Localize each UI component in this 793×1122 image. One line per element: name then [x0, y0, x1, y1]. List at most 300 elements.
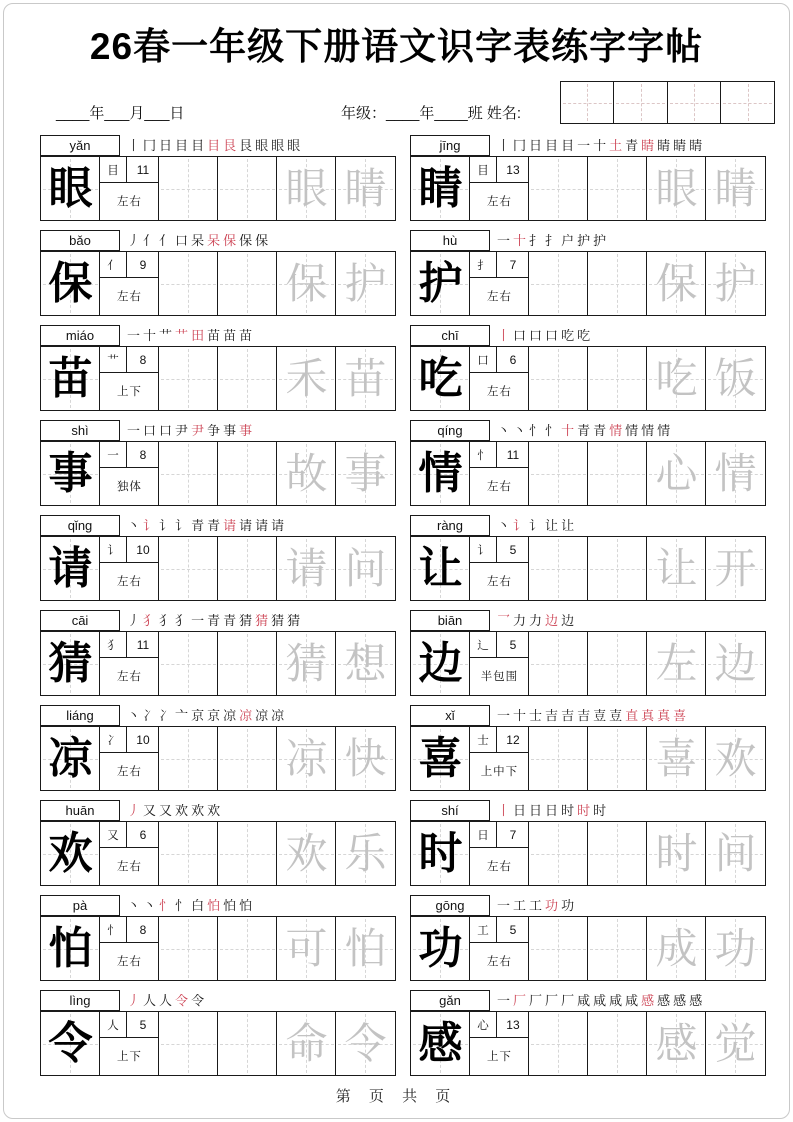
example-character: 护 — [344, 259, 387, 307]
main-character-cell — [40, 631, 101, 696]
example-word-cell — [705, 536, 766, 601]
character-entry — [410, 895, 771, 981]
stroke-glyph: 苗 — [239, 329, 253, 342]
stroke-glyph: 护 — [593, 234, 607, 247]
pinyin-label: jīng — [410, 135, 490, 156]
example-character: 喜 — [655, 734, 698, 782]
stroke-glyph: 睛 — [673, 139, 687, 152]
main-character-cell — [40, 536, 101, 601]
stroke-glyph: 猜 — [239, 614, 253, 627]
stroke-glyph: 白 — [191, 899, 205, 912]
pinyin-label: cāi — [40, 610, 120, 631]
stroke-order-row — [127, 804, 220, 817]
stroke-glyph: 讠 — [143, 519, 157, 532]
stroke-glyph: 亻 — [159, 234, 173, 247]
stroke-glyph: 人 — [159, 994, 173, 1007]
example-character: 凉 — [285, 734, 328, 782]
stroke-glyph: 一 — [577, 139, 591, 152]
radical-label: 辶 — [470, 632, 497, 657]
stroke-order-row — [127, 899, 252, 912]
example-character: 开 — [714, 544, 757, 592]
example-word-cell — [335, 726, 396, 791]
practice-cell-empty — [217, 536, 278, 601]
radical-label: 忄 — [100, 917, 127, 942]
stroke-glyph: 欢 — [175, 804, 189, 817]
example-character: 命 — [285, 1019, 328, 1067]
example-word-cell — [646, 156, 707, 221]
stroke-glyph: 一 — [497, 994, 511, 1007]
main-character-cell — [40, 1011, 101, 1076]
character-entry — [40, 230, 401, 316]
stroke-order-row — [497, 614, 574, 627]
practice-cell-empty — [217, 726, 278, 791]
info-cell — [469, 726, 530, 791]
stroke-glyph: 请 — [271, 519, 285, 532]
stroke-glyph: 事 — [239, 424, 253, 437]
example-character: 保 — [655, 259, 698, 307]
main-character-cell — [410, 726, 471, 791]
example-word-cell — [646, 726, 707, 791]
stroke-glyph: 功 — [561, 899, 575, 912]
structure-label: 左右 — [116, 291, 142, 303]
radical-label: 亻 — [100, 252, 127, 277]
example-word-cell — [335, 631, 396, 696]
structure-label: 左右 — [486, 956, 512, 968]
practice-cell-empty — [158, 821, 219, 886]
stroke-glyph: 咸 — [609, 994, 623, 1007]
stroke-glyph: 十 — [513, 709, 527, 722]
stroke-glyph: 尹 — [191, 424, 205, 437]
main-character: 保 — [48, 258, 93, 308]
example-word-cell — [646, 251, 707, 316]
structure-label: 左右 — [486, 576, 512, 588]
character-entry — [40, 990, 401, 1076]
structure-label: 左右 — [116, 766, 142, 778]
stroke-glyph: 请 — [223, 519, 237, 532]
example-character: 事 — [344, 449, 387, 497]
example-word-cell — [646, 631, 707, 696]
info-cell — [99, 536, 160, 601]
example-character: 饭 — [714, 354, 757, 402]
stroke-glyph: 亻 — [143, 234, 157, 247]
stroke-glyph: 丿 — [127, 234, 141, 247]
stroke-glyph: 咸 — [593, 994, 607, 1007]
radical-label: 工 — [470, 917, 497, 942]
practice-cell-empty — [217, 441, 278, 506]
stroke-glyph: 凉 — [223, 709, 237, 722]
radical-label: 又 — [100, 822, 127, 847]
stroke-glyph: 青 — [223, 614, 237, 627]
stroke-glyph: 人 — [143, 994, 157, 1007]
stroke-order-row — [497, 329, 590, 342]
main-character: 情 — [418, 448, 463, 498]
stroke-order-row — [497, 139, 702, 152]
stroke-order-row — [497, 899, 574, 912]
example-word-cell — [646, 1011, 707, 1076]
practice-cell-empty — [217, 251, 278, 316]
stroke-glyph: 忄 — [159, 899, 173, 912]
main-character: 护 — [418, 258, 463, 308]
character-entry — [410, 610, 771, 696]
main-character-cell — [410, 346, 471, 411]
main-character: 功 — [418, 923, 463, 973]
stroke-glyph: 喜 — [673, 709, 687, 722]
stroke-glyph: 忄 — [529, 424, 543, 437]
stroke-order-row — [127, 519, 284, 532]
stroke-glyph: 田 — [191, 329, 205, 342]
stroke-glyph: 情 — [609, 424, 623, 437]
example-character: 时 — [655, 829, 698, 877]
practice-cell-empty — [217, 631, 278, 696]
pinyin-label: liáng — [40, 705, 120, 726]
stroke-glyph: 日 — [159, 139, 173, 152]
stroke-glyph: 冫 — [143, 709, 157, 722]
example-word-cell — [705, 1011, 766, 1076]
example-word-cell — [646, 346, 707, 411]
stroke-glyph: 凉 — [239, 709, 253, 722]
stroke-glyph: 忄 — [175, 899, 189, 912]
stroke-glyph: 请 — [255, 519, 269, 532]
stroke-count: 12 — [506, 732, 520, 747]
example-word-cell — [705, 251, 766, 316]
character-entry — [40, 800, 401, 886]
stroke-count: 11 — [136, 637, 150, 652]
pinyin-label: shì — [40, 420, 120, 441]
structure-label: 上下 — [116, 386, 142, 398]
example-character: 觉 — [714, 1019, 757, 1067]
example-word-cell — [646, 536, 707, 601]
stroke-count: 7 — [509, 827, 517, 842]
stroke-glyph: 丨 — [127, 139, 141, 152]
stroke-glyph: 边 — [545, 614, 559, 627]
stroke-glyph: 猜 — [271, 614, 285, 627]
main-character: 时 — [418, 828, 463, 878]
example-word-cell — [276, 631, 337, 696]
stroke-glyph: 户 — [561, 234, 575, 247]
practice-cell-empty — [587, 1011, 648, 1076]
stroke-glyph: 时 — [593, 804, 607, 817]
character-entry — [410, 325, 771, 411]
practice-cell-empty — [528, 441, 589, 506]
example-word-cell — [335, 346, 396, 411]
stroke-glyph: 壴 — [609, 709, 623, 722]
practice-cell-empty — [158, 156, 219, 221]
practice-cell-empty — [587, 631, 648, 696]
info-cell — [469, 821, 530, 886]
stroke-glyph: 艹 — [159, 329, 173, 342]
character-entry — [410, 800, 771, 886]
stroke-order-row — [127, 424, 252, 437]
stroke-glyph: 讠 — [159, 519, 173, 532]
example-character: 故 — [285, 449, 328, 497]
stroke-glyph: 士 — [529, 709, 543, 722]
structure-label: 上中下 — [480, 766, 519, 778]
stroke-glyph: 讠 — [175, 519, 189, 532]
practice-cell-empty — [587, 251, 648, 316]
stroke-glyph: 讠 — [529, 519, 543, 532]
example-word-cell — [276, 916, 337, 981]
example-word-cell — [705, 346, 766, 411]
practice-cell-empty — [587, 441, 648, 506]
character-entry — [410, 420, 771, 506]
example-character: 功 — [714, 924, 757, 972]
stroke-glyph: 又 — [159, 804, 173, 817]
info-cell — [99, 441, 160, 506]
example-word-cell — [705, 631, 766, 696]
stroke-glyph: 直 — [625, 709, 639, 722]
stroke-glyph: 睛 — [689, 139, 703, 152]
name-grid-cell — [667, 81, 722, 124]
example-character: 快 — [344, 734, 387, 782]
stroke-glyph: 日 — [513, 804, 527, 817]
info-cell — [99, 251, 160, 316]
character-entry — [40, 420, 401, 506]
stroke-glyph: 冂 — [143, 139, 157, 152]
stroke-glyph: 丶 — [127, 519, 141, 532]
stroke-glyph: 亠 — [175, 709, 189, 722]
radical-label: 士 — [470, 727, 497, 752]
page-title: 26春一年级下册语文识字表练字字帖 — [89, 26, 704, 67]
stroke-glyph: 争 — [207, 424, 221, 437]
stroke-glyph: 一 — [191, 614, 205, 627]
main-character-cell — [410, 631, 471, 696]
radical-label: 扌 — [470, 252, 497, 277]
stroke-glyph: 丶 — [497, 424, 511, 437]
stroke-count: 13 — [506, 1017, 520, 1032]
example-character: 保 — [285, 259, 328, 307]
stroke-glyph: 丿 — [127, 994, 141, 1007]
practice-cell-empty — [217, 346, 278, 411]
practice-cell-empty — [528, 346, 589, 411]
stroke-glyph: 护 — [577, 234, 591, 247]
stroke-glyph: 吃 — [561, 329, 575, 342]
example-character: 边 — [714, 639, 757, 687]
character-entry — [410, 230, 771, 316]
stroke-glyph: 吉 — [561, 709, 575, 722]
stroke-count: 5 — [509, 922, 517, 937]
example-word-cell — [646, 821, 707, 886]
example-word-cell — [335, 156, 396, 221]
stroke-glyph: 功 — [545, 899, 559, 912]
structure-label: 左右 — [486, 386, 512, 398]
stroke-glyph: 丶 — [127, 709, 141, 722]
stroke-glyph: 青 — [577, 424, 591, 437]
stroke-glyph: 冫 — [159, 709, 173, 722]
stroke-glyph: 日 — [529, 139, 543, 152]
stroke-glyph: 呆 — [207, 234, 221, 247]
example-word-cell — [276, 1011, 337, 1076]
stroke-glyph: 一 — [497, 899, 511, 912]
practice-cell-empty — [587, 821, 648, 886]
main-character: 眼 — [48, 163, 93, 213]
main-character-cell — [40, 441, 101, 506]
stroke-glyph: 咸 — [577, 994, 591, 1007]
stroke-glyph: 感 — [657, 994, 671, 1007]
structure-label: 独体 — [116, 481, 142, 493]
pinyin-label: gōng — [410, 895, 490, 916]
stroke-glyph: 厂 — [529, 994, 543, 1007]
example-character: 令 — [344, 1019, 387, 1067]
info-cell — [469, 441, 530, 506]
stroke-glyph: 呆 — [191, 234, 205, 247]
stroke-glyph: 保 — [223, 234, 237, 247]
main-character: 凉 — [48, 733, 93, 783]
stroke-glyph: 苗 — [207, 329, 221, 342]
stroke-glyph: 十 — [513, 234, 527, 247]
info-cell — [99, 631, 160, 696]
stroke-glyph: 乛 — [497, 614, 511, 627]
stroke-glyph: 丶 — [127, 899, 141, 912]
info-cell — [469, 346, 530, 411]
stroke-glyph: 青 — [625, 139, 639, 152]
stroke-glyph: 情 — [625, 424, 639, 437]
practice-cell-empty — [158, 441, 219, 506]
example-character: 禾 — [285, 354, 328, 402]
example-character: 间 — [714, 829, 757, 877]
practice-cell-empty — [158, 916, 219, 981]
info-cell — [469, 1011, 530, 1076]
stroke-glyph: 目 — [191, 139, 205, 152]
class-name-line: 年级：____年____班 姓名: — [341, 105, 522, 122]
practice-cell-empty — [587, 916, 648, 981]
practice-cell-empty — [528, 916, 589, 981]
example-character: 乐 — [344, 829, 387, 877]
page-footer: 第 页 共 页 — [335, 1088, 458, 1105]
stroke-glyph: 真 — [657, 709, 671, 722]
stroke-glyph: 青 — [191, 519, 205, 532]
example-character: 睛 — [344, 164, 387, 212]
character-entry — [410, 135, 771, 221]
stroke-glyph: 目 — [561, 139, 575, 152]
stroke-glyph: 口 — [175, 234, 189, 247]
stroke-order-row — [497, 519, 574, 532]
stroke-glyph: 丨 — [497, 139, 511, 152]
example-word-cell — [276, 156, 337, 221]
stroke-glyph: 冂 — [513, 139, 527, 152]
stroke-glyph: 情 — [657, 424, 671, 437]
main-character: 边 — [418, 638, 463, 688]
character-entry — [40, 705, 401, 791]
pinyin-label: shí — [410, 800, 490, 821]
main-character: 怕 — [48, 923, 93, 973]
main-character: 喜 — [418, 733, 463, 783]
practice-cell-empty — [217, 1011, 278, 1076]
stroke-glyph: 日 — [545, 804, 559, 817]
stroke-order-row — [127, 709, 284, 722]
stroke-glyph: 青 — [593, 424, 607, 437]
example-character: 让 — [655, 544, 698, 592]
stroke-glyph: 眼 — [255, 139, 269, 152]
example-word-cell — [276, 536, 337, 601]
example-word-cell — [335, 536, 396, 601]
main-character: 欢 — [48, 828, 93, 878]
date-line: ____年___月___日 — [56, 105, 185, 122]
example-character: 情 — [714, 449, 757, 497]
practice-cell-empty — [158, 726, 219, 791]
stroke-glyph: 时 — [561, 804, 575, 817]
stroke-order-row — [127, 994, 204, 1007]
radical-label: 日 — [470, 822, 497, 847]
stroke-glyph: 口 — [513, 329, 527, 342]
example-character: 欢 — [285, 829, 328, 877]
radical-label: 冫 — [100, 727, 127, 752]
main-character-cell — [40, 916, 101, 981]
stroke-glyph: 力 — [513, 614, 527, 627]
main-character: 苗 — [48, 353, 93, 403]
structure-label: 左右 — [116, 196, 142, 208]
example-character: 左 — [655, 639, 698, 687]
stroke-glyph: 保 — [239, 234, 253, 247]
pinyin-label: pà — [40, 895, 120, 916]
pinyin-label: yǎn — [40, 135, 120, 156]
stroke-glyph: 厂 — [513, 994, 527, 1007]
structure-label: 左右 — [116, 861, 142, 873]
example-word-cell — [276, 251, 337, 316]
main-character: 事 — [48, 448, 93, 498]
info-cell — [99, 156, 160, 221]
stroke-glyph: 艹 — [175, 329, 189, 342]
stroke-glyph: 丿 — [127, 614, 141, 627]
info-cell — [99, 346, 160, 411]
stroke-glyph: 事 — [223, 424, 237, 437]
example-character: 成 — [655, 924, 698, 972]
structure-label: 左右 — [486, 196, 512, 208]
stroke-glyph: 一 — [127, 329, 141, 342]
stroke-glyph: 咸 — [625, 994, 639, 1007]
stroke-glyph: 犭 — [175, 614, 189, 627]
example-word-cell — [276, 441, 337, 506]
example-character: 苗 — [344, 354, 387, 402]
example-character: 猜 — [285, 639, 328, 687]
practice-cell-empty — [587, 536, 648, 601]
main-character-cell — [410, 441, 471, 506]
example-character: 吃 — [655, 354, 698, 402]
structure-label: 左右 — [486, 291, 512, 303]
stroke-glyph: 丶 — [143, 899, 157, 912]
character-entry — [410, 515, 771, 601]
worksheet-page — [3, 3, 790, 1119]
stroke-glyph: 口 — [159, 424, 173, 437]
main-character: 猜 — [48, 638, 93, 688]
stroke-glyph: 情 — [641, 424, 655, 437]
stroke-glyph: 让 — [561, 519, 575, 532]
practice-cell-empty — [217, 156, 278, 221]
radical-label: 一 — [100, 442, 127, 467]
stroke-glyph: 口 — [545, 329, 559, 342]
info-cell — [469, 156, 530, 221]
example-character: 眼 — [655, 164, 698, 212]
stroke-count: 5 — [509, 542, 517, 557]
name-grid-cell — [613, 81, 668, 124]
practice-cell-empty — [158, 251, 219, 316]
pinyin-label: hù — [410, 230, 490, 251]
stroke-glyph: 请 — [239, 519, 253, 532]
main-character: 令 — [48, 1018, 93, 1068]
stroke-glyph: 京 — [207, 709, 221, 722]
stroke-glyph: 一 — [497, 709, 511, 722]
stroke-count: 13 — [506, 162, 520, 177]
stroke-glyph: 青 — [207, 614, 221, 627]
stroke-glyph: 让 — [545, 519, 559, 532]
stroke-glyph: 土 — [609, 139, 623, 152]
stroke-glyph: 欢 — [191, 804, 205, 817]
radical-label: 目 — [470, 157, 497, 182]
example-word-cell — [335, 251, 396, 316]
example-word-cell — [705, 726, 766, 791]
stroke-glyph: 十 — [561, 424, 575, 437]
character-entry — [410, 705, 771, 791]
stroke-count: 5 — [509, 637, 517, 652]
